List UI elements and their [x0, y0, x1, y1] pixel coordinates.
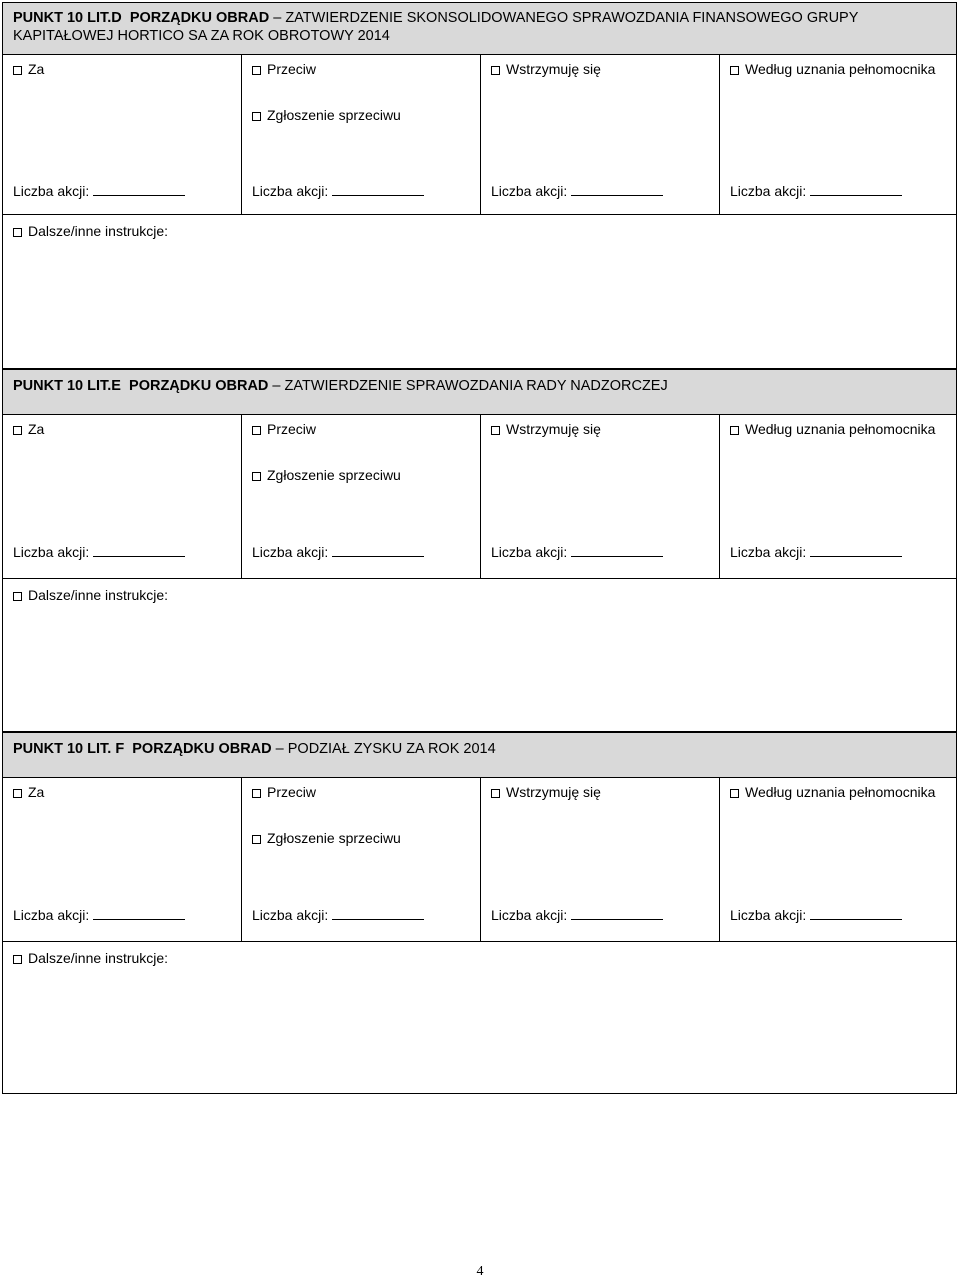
share-count-field[interactable]: Liczba akcji: [730, 907, 902, 923]
share-count-field[interactable]: Liczba akcji: [252, 544, 424, 560]
checkbox-icon[interactable] [252, 66, 261, 75]
checkbox-icon[interactable] [13, 789, 22, 798]
vote-option-przeciw[interactable]: Przeciw [252, 421, 316, 437]
title-dash: – [272, 378, 281, 394]
vote-column-przeciw [241, 778, 480, 941]
vote-option-zgloszenie-sprzeciwu[interactable]: Zgłoszenie sprzeciwu [252, 467, 401, 483]
vote-column-za [3, 415, 241, 578]
title-dash: – [273, 10, 282, 26]
share-count-field[interactable]: Liczba akcji: [491, 544, 663, 560]
instructions-option[interactable]: Dalsze/inne instrukcje: [13, 587, 168, 603]
title-dash: – [275, 741, 284, 757]
checkbox-icon[interactable] [252, 789, 261, 798]
section-title: PODZIAŁ ZYSKU ZA ROK 2014 [287, 741, 496, 757]
vote-option-wedlug-uznania[interactable]: Według uznania pełnomocnika [730, 61, 935, 77]
vote-option-wedlug-uznania[interactable]: Według uznania pełnomocnika [730, 784, 935, 800]
share-count-field[interactable]: Liczba akcji: [13, 544, 185, 560]
vote-option-wstrzymuje[interactable]: Wstrzymuję się [491, 61, 601, 77]
share-count-field[interactable]: Liczba akcji: [252, 907, 424, 923]
porzadek-label: PORZĄDKU OBRAD [129, 10, 270, 26]
vote-option-za[interactable]: Za [13, 61, 44, 77]
share-count-field[interactable]: Liczba akcji: [730, 183, 902, 199]
punkt-label: PUNKT 10 LIT. F [13, 741, 125, 757]
vote-option-wedlug-uznania[interactable]: Według uznania pełnomocnika [730, 421, 935, 437]
share-count-field[interactable]: Liczba akcji: [13, 907, 185, 923]
share-count-field[interactable]: Liczba akcji: [491, 907, 663, 923]
vote-option-wstrzymuje[interactable]: Wstrzymuję się [491, 421, 601, 437]
page-number: 4 [476, 1264, 484, 1279]
section-header [3, 3, 956, 55]
section-title: ZATWIERDZENIE SKONSOLIDOWANEGO SPRAWOZDANIA FINANSOWEGO GRUPY KAPITAŁOWEJ HORTICO SA ZA ROK OBROTOWY 2014 [13, 10, 859, 44]
vote-column-za [3, 778, 241, 941]
voting-section-d [2, 2, 957, 369]
checkbox-icon[interactable] [730, 789, 739, 798]
checkbox-icon[interactable] [491, 66, 500, 75]
vote-option-wstrzymuje[interactable]: Wstrzymuję się [491, 784, 601, 800]
checkbox-icon[interactable] [491, 789, 500, 798]
vote-option-przeciw[interactable]: Przeciw [252, 784, 316, 800]
section-header [3, 370, 956, 415]
checkbox-icon[interactable] [252, 426, 261, 435]
voting-section-f [2, 732, 957, 1094]
vote-column-wstrzymuje [480, 778, 719, 941]
vote-option-za[interactable]: Za [13, 784, 44, 800]
vote-column-przeciw [241, 415, 480, 578]
vote-column-za [3, 55, 241, 214]
checkbox-icon[interactable] [13, 426, 22, 435]
checkbox-icon[interactable] [252, 835, 261, 844]
instructions-option[interactable]: Dalsze/inne instrukcje: [13, 223, 168, 239]
punkt-label: PUNKT 10 LIT.E [13, 378, 121, 394]
vote-column-wstrzymuje [480, 55, 719, 214]
porzadek-label: PORZĄDKU OBRAD [129, 378, 269, 394]
vote-column-wedlug [719, 415, 956, 578]
checkbox-icon[interactable] [252, 112, 261, 121]
checkbox-icon[interactable] [13, 592, 22, 601]
share-count-field[interactable]: Liczba akcji: [252, 183, 424, 199]
checkbox-icon[interactable] [252, 472, 261, 481]
porzadek-label: PORZĄDKU OBRAD [132, 741, 272, 757]
vote-options-grid [3, 415, 956, 579]
vote-column-przeciw [241, 55, 480, 214]
checkbox-icon[interactable] [13, 955, 22, 964]
vote-option-za[interactable]: Za [13, 421, 44, 437]
instructions-area[interactable] [3, 942, 956, 1093]
instructions-area[interactable] [3, 579, 956, 731]
instructions-option[interactable]: Dalsze/inne instrukcje: [13, 950, 168, 966]
vote-option-przeciw[interactable]: Przeciw [252, 61, 316, 77]
vote-option-zgloszenie-sprzeciwu[interactable]: Zgłoszenie sprzeciwu [252, 830, 401, 846]
checkbox-icon[interactable] [13, 228, 22, 237]
share-count-field[interactable]: Liczba akcji: [491, 183, 663, 199]
vote-option-zgloszenie-sprzeciwu[interactable]: Zgłoszenie sprzeciwu [252, 107, 401, 123]
vote-column-wedlug [719, 55, 956, 214]
vote-column-wstrzymuje [480, 415, 719, 578]
checkbox-icon[interactable] [13, 66, 22, 75]
punkt-label: PUNKT 10 LIT.D [13, 10, 122, 26]
checkbox-icon[interactable] [730, 426, 739, 435]
checkbox-icon[interactable] [491, 426, 500, 435]
checkbox-icon[interactable] [730, 66, 739, 75]
voting-section-e [2, 369, 957, 732]
section-title: ZATWIERDZENIE SPRAWOZDANIA RADY NADZORCZEJ [284, 378, 668, 394]
section-header [3, 733, 956, 778]
share-count-field[interactable]: Liczba akcji: [13, 183, 185, 199]
vote-column-wedlug [719, 778, 956, 941]
vote-options-grid [3, 778, 956, 942]
instructions-area[interactable] [3, 215, 956, 368]
share-count-field[interactable]: Liczba akcji: [730, 544, 902, 560]
vote-options-grid [3, 55, 956, 215]
